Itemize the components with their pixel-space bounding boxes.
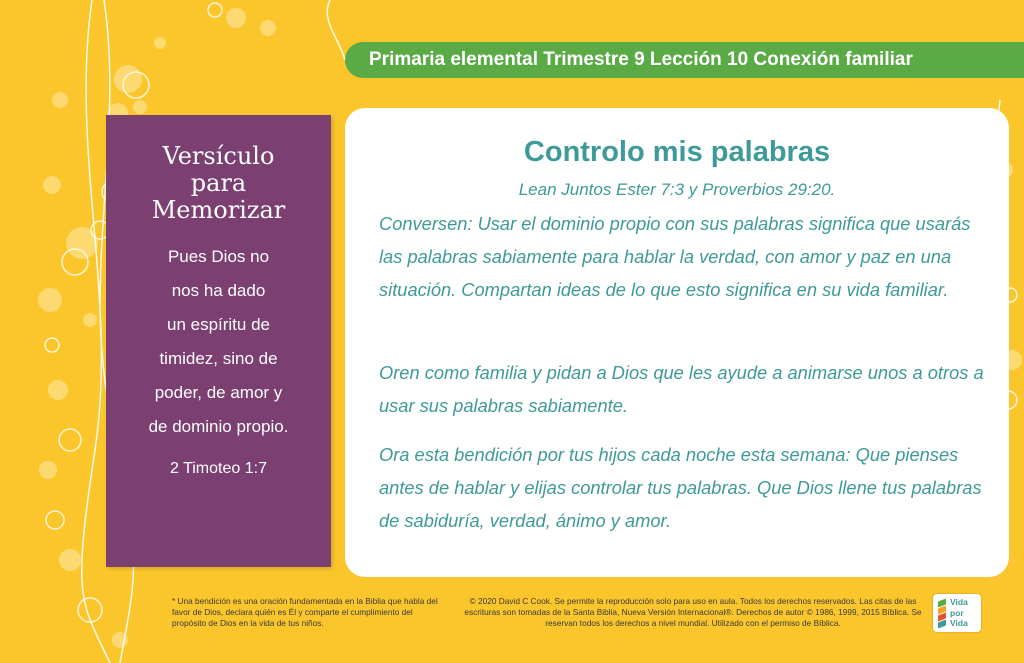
memory-verse-heading-line: para bbox=[190, 169, 247, 197]
logo-text-line: por bbox=[950, 607, 964, 618]
memory-verse-line: nos ha dado bbox=[171, 281, 266, 300]
memory-verse-line: un espíritu de bbox=[166, 315, 270, 334]
logo-color-bars bbox=[938, 600, 946, 626]
vida-por-vida-logo bbox=[933, 594, 981, 632]
lesson-title: Controlo mis palabras bbox=[523, 136, 831, 168]
blessing-footnote: * Una bendición es una oración fundamentada en la Biblia que habla del favor de Dios, declara quién es Él y comparte el cumplimiento del propósito de Dios en la vida de tus niños. bbox=[172, 596, 438, 628]
memory-verse-panel bbox=[106, 115, 331, 567]
memory-verse-reference: 2 Timoteo 1:7 bbox=[170, 460, 267, 477]
copyright-notice: © 2020 David C Cook. Se permite la reproducción solo para uso en aula. Todos los derechos reservados. Las citas de las escrituras son tomadas de la Santa Biblia, Nueva Versión Internacional®. Derechos de autor © 1986, 1999, 2015 Bíblica. Se reservan todos los derechos a nivel mundial. Utilizado con el permiso de Bíblica. bbox=[464, 596, 922, 628]
blessing-paragraph: Ora esta bendición por tus hijos cada noche esta semana: Que pienses antes de hablar y elijas controlar tus palabras. Que Dios llene tus palabras de sabiduría, verdad, ánimo y amor. bbox=[379, 444, 982, 531]
memory-verse-line: de dominio propio. bbox=[148, 417, 289, 436]
prayer-paragraph: Oren como familia y pidan a Dios que les ayude a animarse unos a otros a usar sus palabras sabiamente. bbox=[379, 362, 984, 416]
logo-text bbox=[950, 597, 968, 629]
logo-text-line: Vida bbox=[950, 618, 968, 628]
memory-verse-heading-line: Versículo bbox=[162, 142, 275, 170]
lesson-header-title: Primaria elemental Trimestre 9 Lección 10 Conexión familiar bbox=[369, 49, 913, 70]
memory-verse-line: Pues Dios no bbox=[167, 247, 270, 266]
lesson-header-banner bbox=[345, 42, 1024, 78]
logo-text-line: Vida bbox=[950, 597, 968, 607]
lesson-reading-reference: Lean Juntos Ester 7:3 y Proverbios 29:20. bbox=[518, 180, 836, 199]
memory-verse-heading-line: Memorizar bbox=[151, 196, 286, 224]
memory-verse-heading bbox=[106, 143, 331, 224]
conversation-paragraph: Conversen: Usar el dominio propio con sus palabras significa que usarás las palabras sabiamente para hablar la verdad, con amor y paz en una situación. Compartan ideas de lo que esto significa en su vida familiar. bbox=[379, 213, 971, 300]
memory-verse-line: timidez, sino de bbox=[159, 349, 278, 368]
memory-verse-line: poder, de amor y bbox=[154, 383, 283, 402]
lesson-content-card bbox=[345, 108, 1009, 577]
memory-verse-text bbox=[106, 240, 331, 444]
